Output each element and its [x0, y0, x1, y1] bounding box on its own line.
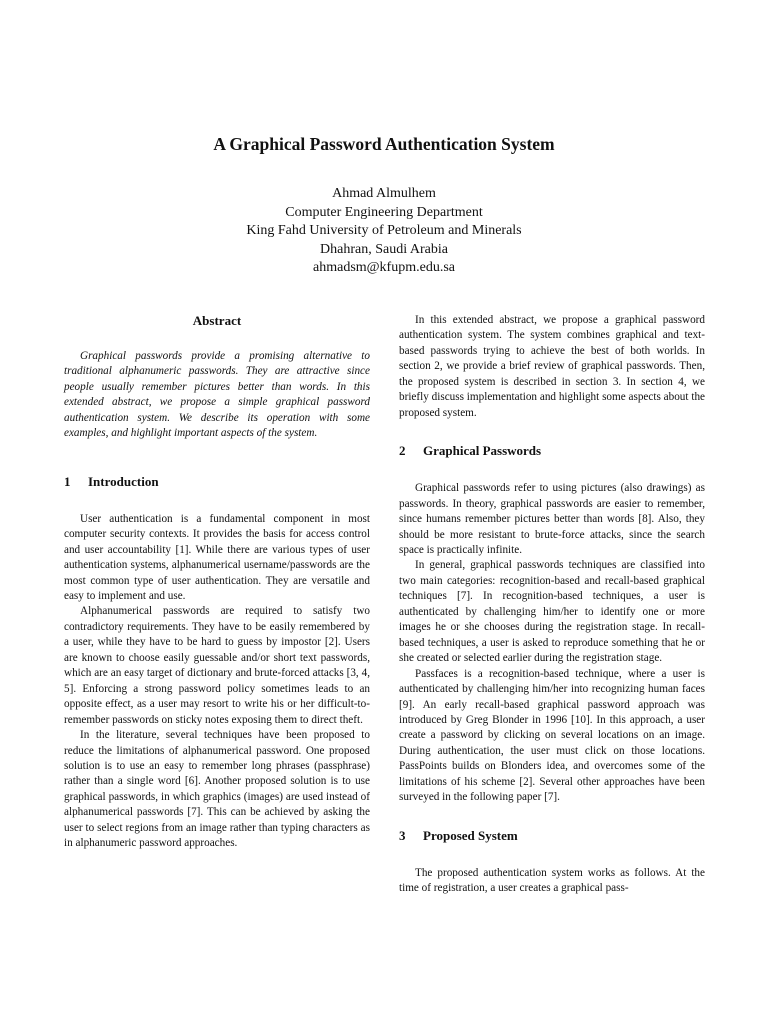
right-column — [399, 313, 705, 897]
left-column — [64, 313, 370, 852]
paragraph: In the literature, several techniques have been proposed to reduce the limitations of alphanumerical password. One proposed solution is to use an easy to remember long phrases (passphrase) rather than a single word [6]. Another proposed solution is to use graphical passwords, in which graphics (images) are used instead of alphanumerical passwords [7]. This can be achieved by asking the user to select regions from an image rather than typing characters as in alphanumeric password approaches. — [64, 729, 370, 850]
paragraph: User authentication is a fundamental component in most computer security contexts. It provides the basis for access control and user accountability [1]. While there are various types of user authentication systems, alphanumerical username/passwords are the most common type of user authentication. They are versatile and easy to implement and use. — [64, 512, 370, 602]
paper-title: A Graphical Password Authentication System — [213, 134, 555, 154]
section-heading-graphical-passwords — [399, 443, 705, 459]
author-department: Computer Engineering Department — [285, 204, 483, 220]
paragraph: In this extended abstract, we propose a graphical password authentication system. The system combines graphical and text-based passwords trying to achieve the best of both worlds. In section 2, we provide a brief review of graphical passwords. Then, the proposed system is described in section 3. In section 4, we briefly discuss implementation and highlight some aspects about the proposed system. — [399, 314, 705, 419]
author-name: Ahmad Almulhem — [332, 186, 436, 201]
paragraph: Passfaces is a recognition-based technique, where a user is authenticated by challenging him/her into recognizing human faces [9]. An early recall-based graphical password approach was introduced by Greg Blonder in 1996 [10]. In this approach, a user create a password by clicking on several locations on an image. During authentication, the user must click on those locations. PassPoints builds on Blonders idea, and overcomes some of the limitations of his scheme [2]. Several other approaches have been surveyed in the following paper [7]. — [399, 667, 705, 804]
section-number: 2 — [399, 443, 406, 459]
author-block — [0, 185, 768, 278]
section-heading-proposed-system — [399, 828, 705, 844]
section-number: 3 — [399, 827, 406, 843]
section-number: 1 — [64, 473, 71, 489]
author-location: Dhahran, Saudi Arabia — [320, 241, 448, 257]
paragraph: In general, graphical passwords techniques are classified into two main categories: recognition-based and recall-based graphical techniques [7]. In recognition-based techniques, a user is authenticated by challenging him/her to identify one or more images he or she chooses during the registration stage. In recall-based techniques, a user is asked to reproduce something that he or she created or selected earlier during the registration stage. — [399, 559, 705, 665]
abstract-text: Graphical passwords provide a promising alternative to traditional alphanumeric passwords. They are attractive since people usually remember pictures better than words. In this extended abstract, we propose a simple graphical password authentication system. We describe its operation with some examples, and highlight important aspects of the system. — [64, 350, 370, 440]
paragraph: Graphical passwords refer to using pictures (also drawings) as passwords. In theory, graphical passwords are easier to remember, since humans remember pictures better than words [8]. Also, they should be more resistant to brute-force attacks, since the search space is practically infinite. — [399, 482, 705, 556]
section-title: Graphical Passwords — [423, 443, 542, 459]
section-title: Proposed System — [423, 827, 518, 843]
paragraph: Alphanumerical passwords are required to satisfy two contradictory requirements. They have to be easily remembered by a user, while they have to be hard to guess by impostor [2]. Users are known to choose easily guessable and/or short text passwords, which are an easy target of dictionary and brute-forced attacks [3, 4, 5]. Enforcing a strong password policy sometimes leads to an opposite effect, as a user may resort to write his or her difficult-to-remember passwords on sticky notes exposing them to direct theft. — [64, 605, 370, 726]
paragraph: The proposed authentication system works as follows. At the time of registration, a user creates a graphical pass- — [399, 866, 705, 895]
author-university: King Fahd University of Petroleum and Minerals — [246, 223, 522, 239]
section-title: Introduction — [88, 473, 159, 489]
author-email: ahmadsm@kfupm.edu.sa — [313, 260, 455, 276]
section-heading-introduction — [64, 474, 370, 490]
abstract-heading: Abstract — [192, 313, 242, 328]
